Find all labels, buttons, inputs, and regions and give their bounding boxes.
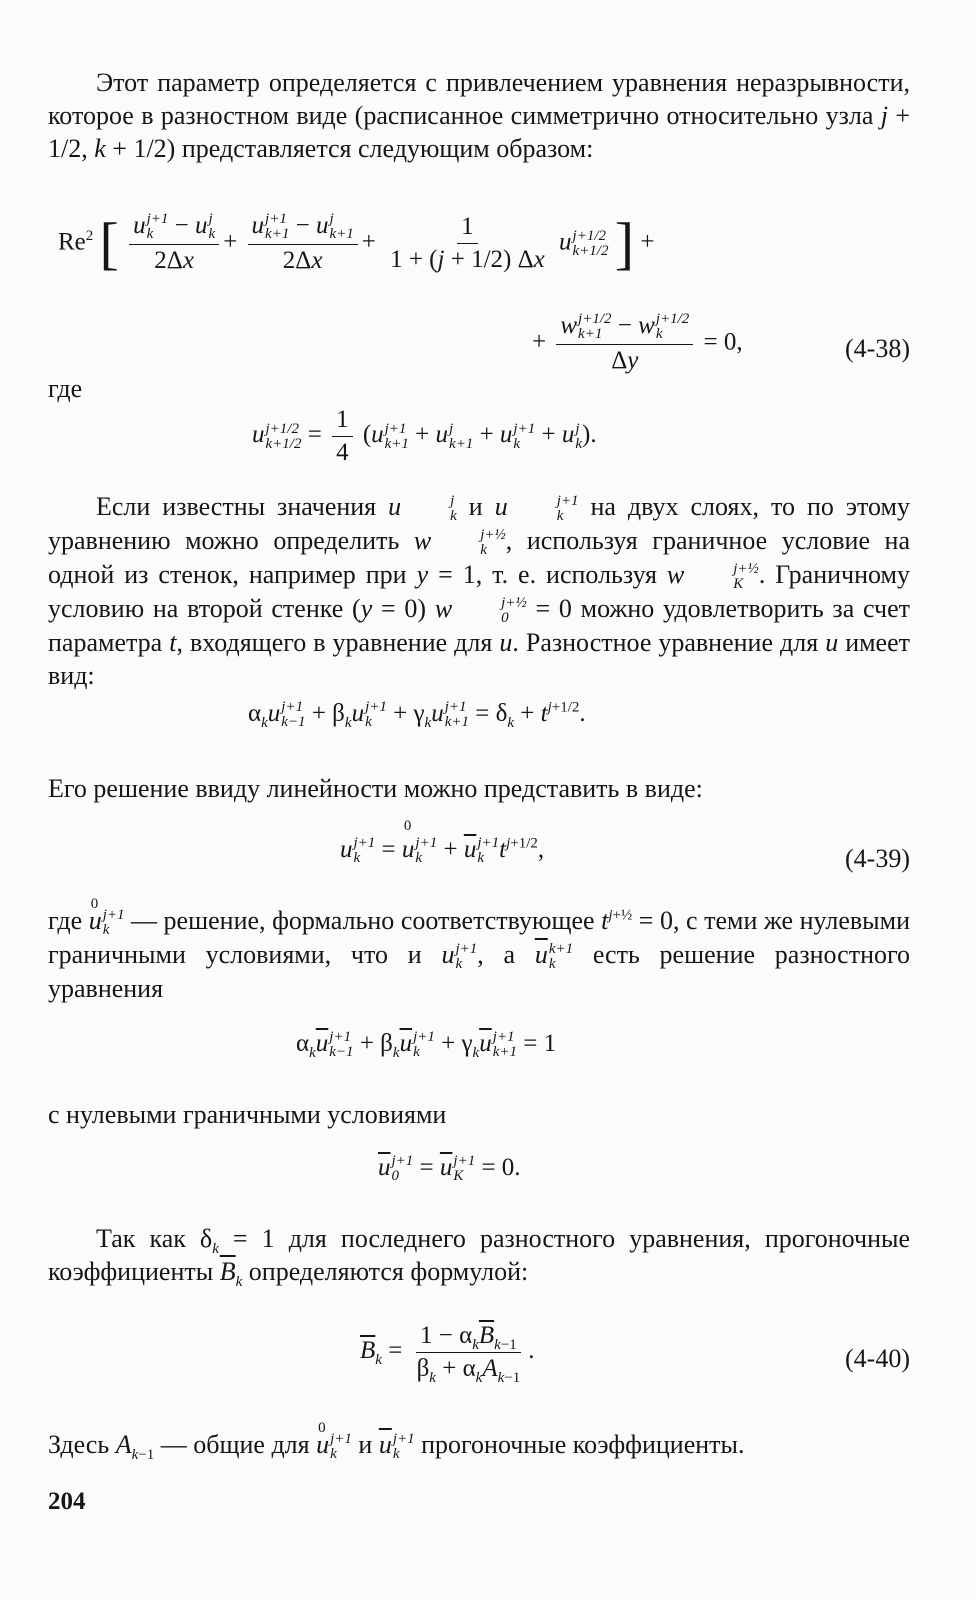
equation-4-40: $\overline{B}_k$ = $\frac{1 - \alpha_k\overline{B}_{k-1}}{\beta_k + \alpha_kA_{k-1}}$ . [360, 1322, 535, 1386]
where-label-1: где [48, 374, 83, 403]
equation-u-half-definition: u j+1/2 k+1/2 = $\frac{1}{4}$ (u j+1 k+1 + u j k+1 + u j+1 k + u j k ). [252, 406, 597, 466]
page-number: 204 [48, 1488, 86, 1515]
equation-boundary-conditions: $\overline{u}$ j+1 0 = $\overline{u}$ j+1 K = 0. [378, 1153, 521, 1185]
paragraph-common-coefficients: Здесь $A_{k-1}$ — общие для 0 u j+1 k и $\overline{u}$ j+1 k прогоночные коэффициенты. [48, 1428, 910, 1462]
equation-number-4-40: (4-40) [845, 1344, 910, 1373]
equation-4-38-line2: + w j+1/2 k+1 − w j+1/2 k Δy = 0, [532, 311, 743, 375]
equation-number-4-38: (4-38) [845, 334, 910, 363]
equation-number-4-39: (4-39) [845, 844, 910, 873]
paragraph-sweep-coefficients: Так как $\delta_k = 1$ для последнего разностного уравнения, прогоночные коэффициенты $\overline{B}_k$ определяются формулой: [48, 1224, 910, 1291]
equation-4-38-line1: Re$^2$ [ u j+1 k − u j k 2Δx + u j+1 k+1 − u j k+1 2Δx + $\frac{1}{1 + (j + 1/2) \Delta x}$ u j+1/2 k+1/2 ] + [58, 210, 655, 276]
equation-difference-ubar: $\alpha_k\overline{u}$ j+1 k−1 + $\beta_k\overline{u}$ j+1 k + $\gamma_k\overline{u}$ j+1 k+1 = 1 [296, 1029, 557, 1061]
paragraph-intro: Этот параметр определяется с привлечением уравнения неразрывности, которое в разностном виде (расписанное симметрично относительно узла j + 1/2, k + 1/2) представляется следующим образом: [48, 68, 910, 163]
paragraph-zero-solution: где 0 u j+1 k — решение, формально соответствующее $t^{j+\frac{1}{2}} = 0$, с теми же нулевыми граничными условиями, что и u j+1 k , а $\overline{u}$ k+1 k есть решение разностного уравнения [48, 904, 910, 1005]
equation-4-39: u j+1 k = 0 u j+1 k + $\overline{u}$ j+1 k $t^{j+1/2}$, [340, 836, 544, 866]
equation-difference-u: $\alpha_ku$ j+1 k−1 + $\beta_ku$ j+1 k + $\gamma_ku$ j+1 k+1 = $\delta_k + t^{j+1/2}$. [248, 699, 586, 731]
paragraph-known-values: Если известны значения u j k и u j+1 k на двух слоях, то по этому уравнению можно определить w j+½ k , используя граничное условие на одной из стенок, например при y = 1, т. е. используя w j+½ K . Граничному условию на второй стенке (y = 0) w j+½ 0 = 0 можно удовлетворить за счет параметра t, входящего в уравнение для u. Разностное уравнение для u имеет вид: [48, 492, 910, 691]
paragraph-solution-form: Его решение ввиду линейности можно представить в виде: [48, 774, 703, 803]
paragraph-zero-conditions: с нулевыми граничными условиями [48, 1100, 447, 1129]
